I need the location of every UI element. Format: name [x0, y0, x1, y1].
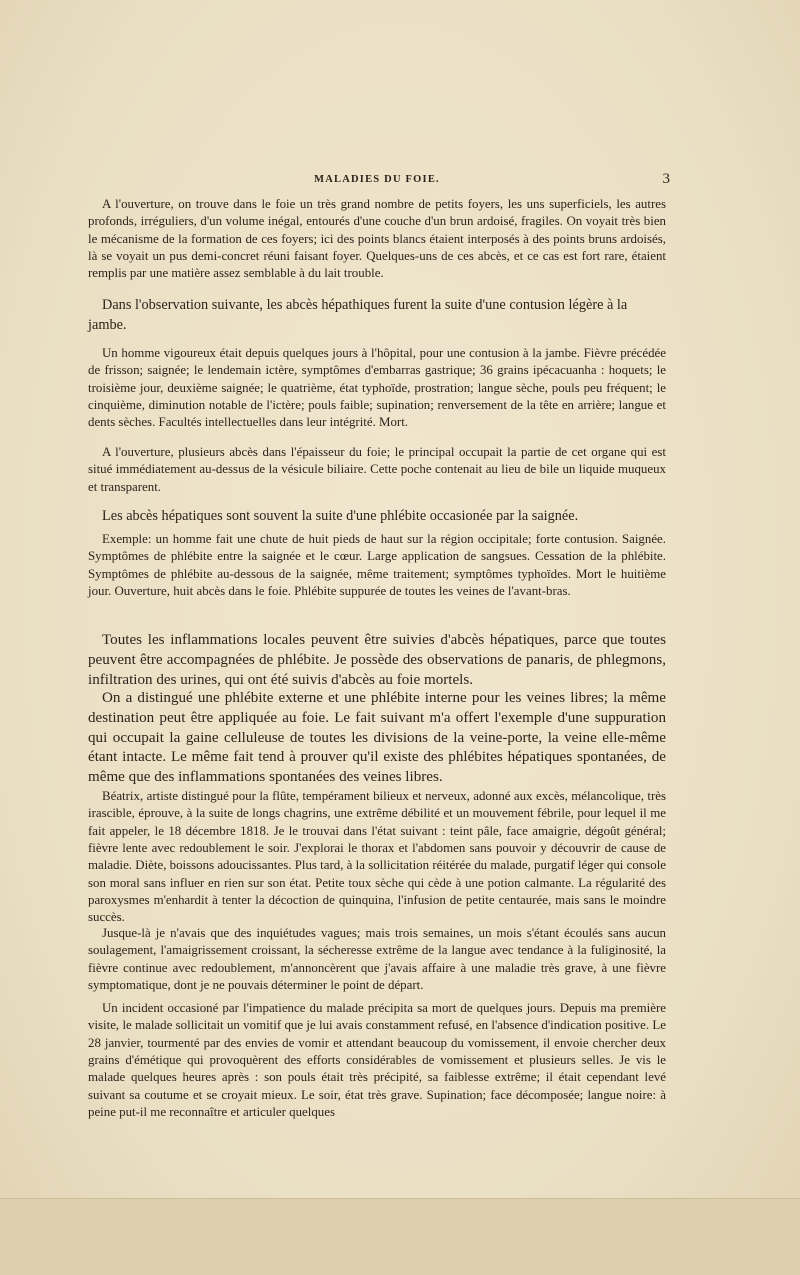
paragraph-text: A l'ouverture, on trouve dans le foie un très grand nombre de petits foyers, les uns superficiels, les autres profonds, irréguliers, d'un volume inégal, entourés d'une couche d'un brun ardoisé, fragiles. On voyait très bien le mécanisme de la formation de ces foyers; ici des points blancs étaient interposés à des points bruns ardoisés, là se voyait un pus demi-concret réuni faisant foyer. Quelques-uns de ces abcès, et ce cas est fort rare, étaient remplis par une matière assez semblable à du lait trouble.: [88, 197, 666, 281]
paragraph-text: Toutes les inflammations locales peuvent être suivies d'abcès hépatiques, parce que toutes peuvent être accompagnées de phlébite. Je possède des observations de panaris, de phlegmons, infiltration des urines, qui ont été suivis d'abcès au foie mortels.: [88, 632, 666, 688]
paragraph-jusque-la: [88, 925, 666, 994]
paragraph-text: Béatrix, artiste distingué pour la flûte, tempérament bilieux et nerveux, adonné aux excès, mélancolique, très irascible, éprouve, à la suite de longs chagrins, une extrême débilité et un mouvement fébrile, pour lequel il me fait appeler, le 18 décembre 1818. Je le trouvai dans l'état suivant : teint pâle, face amaigrie, dégoût général; fièvre lente avec redoublement le soir. J'explorai le thorax et l'abdomen sans pouvoir y découvrir de cause de maladie. Diète, boissons adoucissantes. Plus tard, à la sollicitation réitérée du malade, purgatif léger qui console son moral sans influer en rien sur son état. Petite toux sèche qui cède à une potion calmante. La régularité des paroxysmes m'enhardit à tenter la décoction de quinquina, l'infusion de petite centaurée, mais sans le moindre succès.: [88, 789, 666, 925]
paragraph-ouverture-vesicule: [88, 444, 666, 496]
paragraph-text: Jusque-là je n'avais que des inquiétudes vagues; mais trois semaines, un mois s'étant écoulés sans aucun soulagement, l'amaigrissement croissant, la sécheresse extrême de la langue avec tendance à la fuliginosité, la fièvre continue avec redoublement, m'annoncèrent que j'avais affaire à une maladie très grave, à une fièvre symptomatique, dont je ne pouvais déterminer le point de départ.: [88, 926, 666, 993]
paragraph-text: Un homme vigoureux était depuis quelques jours à l'hôpital, pour une contusion à la jambe. Fièvre précédée de frisson; saignée; le lendemain ictère, symptômes d'embarras gastrique; 36 grains ipécacuanha : hoquets; le troisième jour, deuxième saignée; le quatrième, état typhoïde, prostration; langue sèche, pouls peu fréquent; le cinquième, diminution notable de l'ictère; pouls faible; supination; renversement de la tête en arrière; langue et dents sèches. Facultés intellectuelles dans leur intégrité. Mort.: [88, 346, 666, 430]
section-heading-contusion: [88, 295, 666, 335]
paragraph-text: Un incident occasioné par l'impatience du malade précipita sa mort de quelques jours. Depuis ma première visite, le malade sollicitait un vomitif que je lui avais constamment refusé, en l'absence d'indication positive. Le 28 janvier, tourmenté par des envies de vomir et attendant beaucoup du vomissement, il envoie chercher deux grains d'émétique qui provoquèrent des efforts considérables de vomissement et plusieurs selles. Je vis le malade quelques heures après : son pouls était très précipité, sa faiblesse extrême; il était cependant levé suivant sa coutume et se croyait mieux. Le soir, état très grave. Supination; face décomposée; langue noire: à peine put-il me reconnaître et articuler quelques: [88, 1001, 666, 1120]
paragraph-text: Exemple: un homme fait une chute de huit pieds de haut sur la région occipitale; forte contusion. Saignée. Symptômes de phlébite entre la saignée et le cœur. Large application de sangsues. Cessation de la phlébite. Symptômes de phlébite au-dessous de la saignée, même traitement; symptômes typhoïdes. Mort le huitième jour. Ouverture, huit abcès dans le foie. Phlébite suppurée de toutes les veines de l'avant-bras.: [88, 532, 666, 599]
paragraph-exemple-chute: [88, 531, 666, 600]
running-title: MALADIES DU FOIE.: [314, 174, 440, 185]
page-bottom-edge: [0, 1198, 800, 1275]
page-header: [88, 171, 670, 192]
paragraph-beatrix: [88, 788, 666, 927]
heading-text: Dans l'observation suivante, les abcès hépathiques furent la suite d'une contusion légère à la jambe.: [88, 297, 628, 333]
heading-text: Les abcès hépatiques sont souvent la suite d'une phlébite occasionée par la saignée.: [102, 508, 579, 524]
paragraph-observation-jambe: [88, 345, 666, 432]
page-number: 3: [662, 171, 670, 187]
paragraph-incident: [88, 1000, 666, 1121]
paragraph-text: On a distingué une phlébite externe et une phlébite interne pour les veines libres; la même destination peut être appliquée au foie. Le fait suivant m'a offert l'exemple d'une suppuration qui occupait la gaine celluleuse de toutes les divisions de la veine-porte, la veine elle-même étant intacte. Le même fait tend à prouver qu'il existe des phlébites hépatiques spontanées, de même que des inflammations spontanées des veines libres.: [88, 690, 666, 786]
paragraph-text: A l'ouverture, plusieurs abcès dans l'épaisseur du foie; le principal occupait la partie de cet organe qui est situé immédiatement au-dessus de la vésicule biliaire. Cette poche contenait au lieu de bile un liquide muqueux et transparent.: [88, 445, 666, 494]
paragraph-phlebite-interne: [88, 689, 666, 788]
section-heading-phlebite: [88, 506, 666, 526]
paragraph-inflammations-locales: [88, 631, 666, 690]
paragraph-ouverture-foyers: [88, 196, 666, 283]
